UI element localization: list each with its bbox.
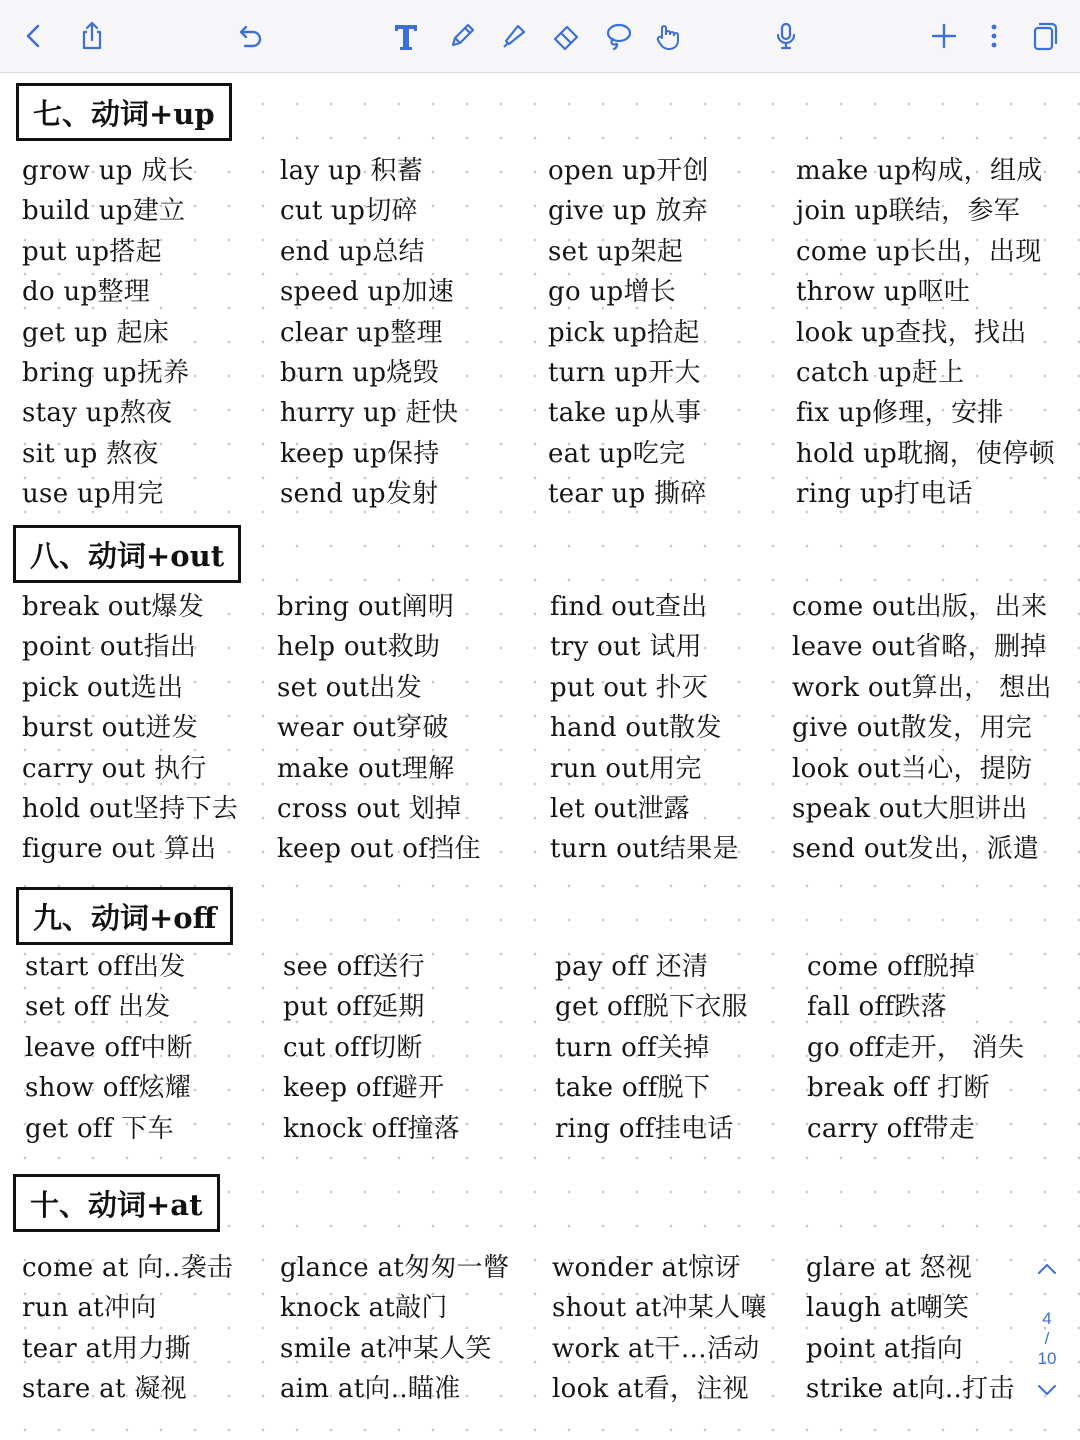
phrase-item: come up长出，出现: [796, 236, 1042, 267]
phrase-item: open up开创: [548, 156, 709, 186]
phrase-item: catch up赶上: [796, 357, 965, 388]
phrase-item: fix up修理，安排: [796, 398, 1004, 429]
phrase-column: [548, 151, 709, 515]
phrase-column: [792, 587, 1052, 870]
phrase-item: join up联结，参军: [796, 196, 1021, 227]
phrase-item: come at 向..袭击: [22, 1253, 234, 1283]
phrase-item: cross out 划掉: [277, 793, 462, 824]
phrase-item: speak out大胆讲出: [792, 793, 1028, 824]
phrase-item: make up构成，组成: [796, 156, 1043, 186]
phrase-item: bring up抚养: [22, 357, 190, 388]
phrase-item: ring up打电话: [796, 479, 973, 510]
phrase-item: ring off挂电话: [555, 1113, 734, 1144]
phrase-item: break off 打断: [807, 1073, 990, 1104]
phrase-item: let out泄露: [550, 793, 690, 824]
phrase-item: cut off切断: [283, 1032, 423, 1063]
section-title: 八、动词+out: [13, 525, 241, 583]
phrase-item: smile at冲某人笑: [280, 1333, 492, 1364]
phrase-item: burn up烧毁: [280, 357, 439, 388]
phrase-column: [25, 947, 193, 1149]
phrase-item: glance at匆匆一瞥: [280, 1253, 510, 1283]
phrase-item: show off炫耀: [25, 1073, 192, 1104]
lasso-icon[interactable]: [598, 20, 638, 52]
phrase-item: help out救助: [277, 632, 441, 663]
phrase-item: stay up熬夜: [22, 398, 173, 429]
eraser-icon[interactable]: [546, 20, 586, 52]
phrase-item: leave off中断: [25, 1032, 193, 1063]
phrase-item: give up 放弃: [548, 196, 708, 227]
phrase-item: laugh at嘲笑: [806, 1293, 970, 1324]
phrase-item: pick up拾起: [548, 317, 700, 348]
phrase-item: make out理解: [277, 753, 455, 784]
phrase-item: run out用完: [550, 753, 702, 784]
page-up-icon[interactable]: [1030, 1262, 1064, 1281]
phrase-item: pay off 还清: [555, 952, 709, 982]
phrase-item: come out出版，出来: [792, 592, 1048, 622]
phrase-item: carry out 执行: [22, 753, 207, 784]
phrase-item: get up 起床: [22, 317, 170, 348]
phrase-item: wear out穿破: [277, 713, 449, 744]
section-title: 七、动词+up: [16, 83, 232, 141]
phrase-column: [552, 1248, 767, 1410]
phrase-column: [796, 151, 1055, 515]
back-icon[interactable]: [14, 20, 54, 52]
phrase-column: [283, 947, 460, 1149]
notebook-page[interactable]: [0, 73, 1080, 1440]
phrase-column: [807, 947, 1024, 1149]
phrase-item: speed up加速: [280, 277, 455, 308]
share-icon[interactable]: [72, 20, 112, 52]
phrase-item: start off出发: [25, 952, 186, 982]
phrase-item: stare at 凝视: [22, 1374, 187, 1405]
phrase-item: carry off带走: [807, 1113, 976, 1144]
page-separator: /: [1044, 1329, 1050, 1348]
phrase-item: aim at向..瞄准: [280, 1374, 461, 1405]
phrase-item: knock off撞落: [283, 1113, 460, 1144]
phrase-item: hurry up 赶快: [280, 398, 459, 429]
toolbar: [0, 0, 1080, 73]
phrase-item: cut up切碎: [280, 196, 418, 227]
phrase-item: glare at 怒视: [806, 1253, 973, 1283]
phrase-item: work out算出， 想出: [792, 672, 1052, 703]
phrase-column: [550, 587, 739, 870]
highlighter-icon[interactable]: [494, 20, 534, 52]
section-title: 九、动词+off: [16, 887, 233, 945]
total-page-count: 10: [1037, 1349, 1057, 1368]
phrase-item: turn up开大: [548, 357, 701, 388]
phrase-item: use up用完: [22, 479, 164, 510]
phrase-item: find out查出: [550, 592, 708, 622]
phrase-item: set out出发: [277, 672, 422, 703]
phrase-item: keep up保持: [280, 438, 440, 469]
phrase-item: give out散发，用完: [792, 713, 1033, 744]
phrase-item: throw up呕吐: [796, 277, 971, 308]
phrase-item: turn out结果是: [550, 834, 739, 865]
phrase-item: tear at用力撕: [22, 1333, 191, 1364]
phrase-item: run at冲向: [22, 1293, 157, 1324]
phrase-item: take up从事: [548, 398, 702, 429]
phrase-item: get off 下车: [25, 1113, 174, 1144]
phrase-item: grow up 成长: [22, 156, 194, 186]
pages-icon[interactable]: [1024, 20, 1064, 52]
phrase-item: figure out 算出: [22, 834, 217, 865]
current-page-number: 4: [1042, 1309, 1052, 1328]
phrase-item: set up架起: [548, 236, 684, 267]
phrase-item: clear up整理: [280, 317, 443, 348]
phrase-item: look at看，注视: [552, 1374, 749, 1405]
phrase-item: bring out阐明: [277, 592, 455, 622]
phrase-item: send up发射: [280, 479, 439, 510]
phrase-item: wonder at惊讶: [552, 1253, 741, 1283]
phrase-item: burst out迸发: [22, 713, 199, 744]
phrase-item: try out 试用: [550, 632, 702, 663]
phrase-item: go off走开， 消失: [807, 1032, 1025, 1063]
phrase-column: [280, 1248, 509, 1410]
phrase-item: sit up 熬夜: [22, 438, 159, 469]
phrase-item: keep off避开: [283, 1073, 445, 1104]
phrase-column: [555, 947, 748, 1149]
microphone-icon[interactable]: [766, 20, 806, 52]
more-icon[interactable]: [974, 20, 1014, 52]
phrase-item: knock at敲门: [280, 1293, 448, 1324]
undo-icon[interactable]: [229, 20, 269, 52]
phrase-column: [22, 151, 194, 515]
phrase-item: lay up 积蓄: [280, 156, 424, 186]
phrase-item: take off脱下: [555, 1073, 711, 1104]
phrase-item: see off送行: [283, 952, 425, 982]
phrase-item: hold out坚持下去: [22, 793, 239, 824]
phrase-item: end up总结: [280, 236, 425, 267]
phrase-item: set off 出发: [25, 992, 171, 1023]
page-down-icon[interactable]: [1030, 1383, 1064, 1402]
phrase-item: tear up 撕碎: [548, 479, 707, 510]
phrase-column: [277, 587, 481, 870]
phrase-item: put up搭起: [22, 236, 162, 267]
phrase-item: look out当心，提防: [792, 753, 1033, 784]
section-title: 十、动词+at: [13, 1174, 220, 1232]
phrase-item: strike at向..打击: [806, 1374, 1015, 1405]
phrase-item: eat up吃完: [548, 438, 686, 469]
text-tool-icon[interactable]: [386, 20, 426, 52]
phrase-column: [22, 1248, 233, 1410]
phrase-item: look up查找，找出: [796, 317, 1027, 348]
phrase-item: get off脱下衣服: [555, 992, 748, 1023]
hand-touch-icon[interactable]: [648, 20, 688, 52]
pencil-icon[interactable]: [442, 20, 482, 52]
phrase-item: go up增长: [548, 277, 677, 308]
phrase-item: turn off关掉: [555, 1032, 710, 1063]
phrase-item: fall off跌落: [807, 992, 947, 1023]
phrase-item: leave out省略，删掉: [792, 632, 1047, 663]
phrase-item: build up建立: [22, 196, 186, 227]
phrase-item: pick out选出: [22, 672, 184, 703]
phrase-item: shout at冲某人嚷: [552, 1293, 767, 1324]
phrase-item: point out指出: [22, 632, 197, 663]
phrase-item: work at干…活动: [552, 1333, 760, 1364]
phrase-item: hold up耽搁，使停顿: [796, 438, 1055, 469]
phrase-item: keep out of挡住: [277, 834, 481, 865]
phrase-item: send out发出，派遣: [792, 834, 1040, 865]
phrase-item: do up整理: [22, 277, 151, 308]
add-page-icon[interactable]: [924, 20, 964, 52]
phrase-item: break out爆发: [22, 592, 205, 622]
phrase-item: hand out散发: [550, 713, 722, 744]
page-navigator: [1030, 1262, 1064, 1422]
phrase-item: put off延期: [283, 992, 425, 1023]
phrase-column: [280, 151, 458, 515]
phrase-column: [806, 1248, 1015, 1410]
phrase-item: come off脱掉: [807, 952, 976, 982]
phrase-column: [22, 587, 238, 870]
phrase-item: point at指向: [806, 1333, 964, 1364]
phrase-item: put out 扑灭: [550, 672, 709, 703]
